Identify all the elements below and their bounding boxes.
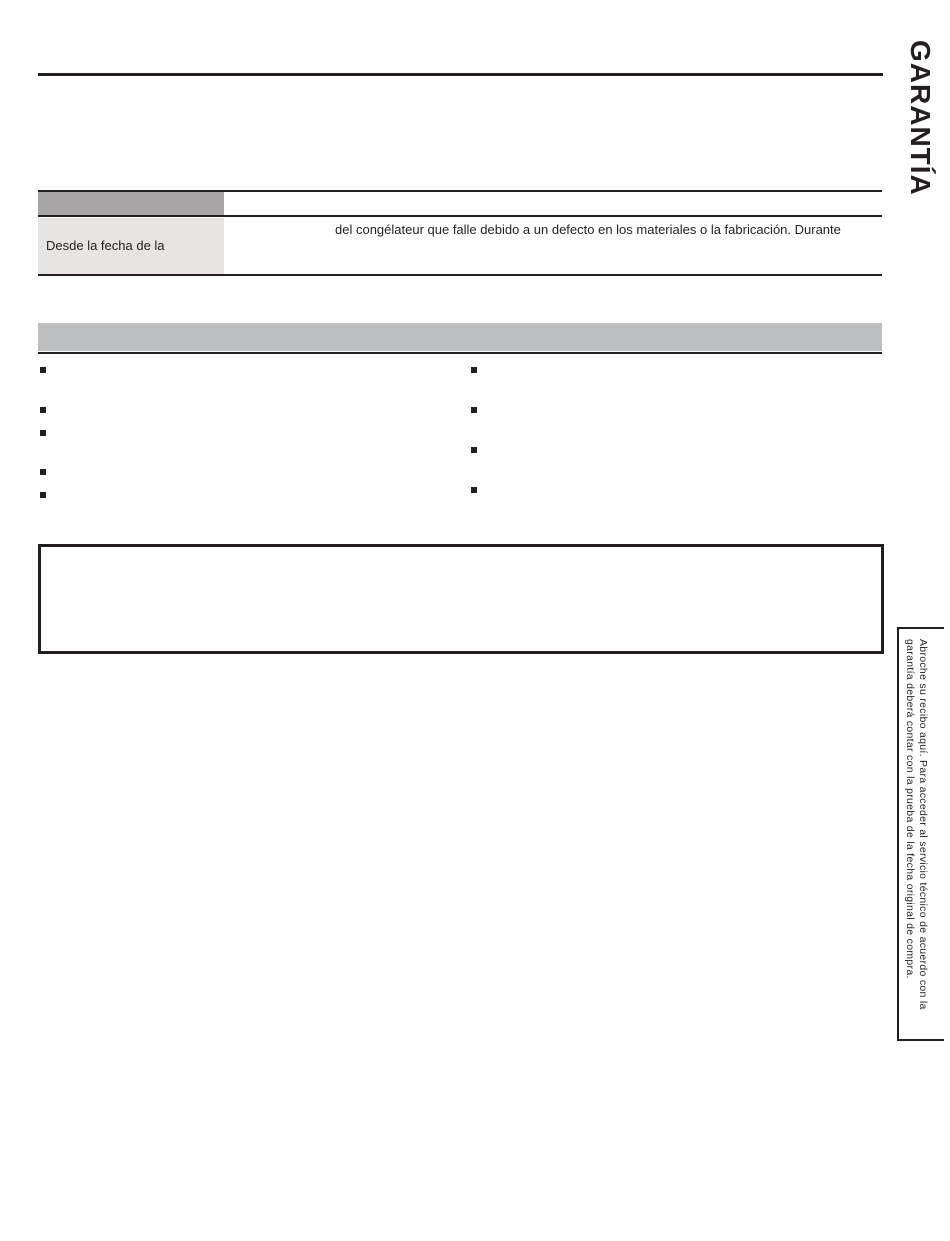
exclusion-bullet-left-3 bbox=[40, 430, 46, 436]
receipt-note bbox=[903, 639, 929, 1029]
section-tab-title: GARANTÍA bbox=[905, 40, 936, 196]
table-header-cell bbox=[38, 192, 224, 216]
exclusion-bullet-right-4 bbox=[471, 487, 477, 493]
exclusion-bullet-right-3 bbox=[471, 447, 477, 453]
warranty-period-label: Desde la fecha de la bbox=[46, 238, 165, 253]
header-rule bbox=[38, 73, 883, 76]
exclusion-bullet-right-2 bbox=[471, 407, 477, 413]
exclusion-bullet-left-1 bbox=[40, 367, 46, 373]
exclusion-bullet-left-5 bbox=[40, 492, 46, 498]
receipt-staple-box bbox=[897, 627, 944, 1041]
exclusion-bullet-left-2 bbox=[40, 407, 46, 413]
warranty-description: del congélateur que falle debido a un defecto en los materiales o la fabricación. Durante bbox=[335, 222, 841, 237]
table-header-rule bbox=[38, 215, 882, 217]
receipt-note-line-2: garantía deberá contar con la prueba de la fecha original de compra. bbox=[904, 639, 916, 979]
table-bottom-rule bbox=[38, 274, 882, 276]
exclusions-rule bbox=[38, 352, 882, 354]
receipt-note-line-1: Abroche su recibo aquí. Para acceder al servicio técnico de acuerdo con la bbox=[917, 639, 929, 1010]
exclusions-header-bar bbox=[38, 323, 882, 351]
exclusion-bullet-left-4 bbox=[40, 469, 46, 475]
notice-box bbox=[38, 544, 884, 654]
exclusion-bullet-right-1 bbox=[471, 367, 477, 373]
